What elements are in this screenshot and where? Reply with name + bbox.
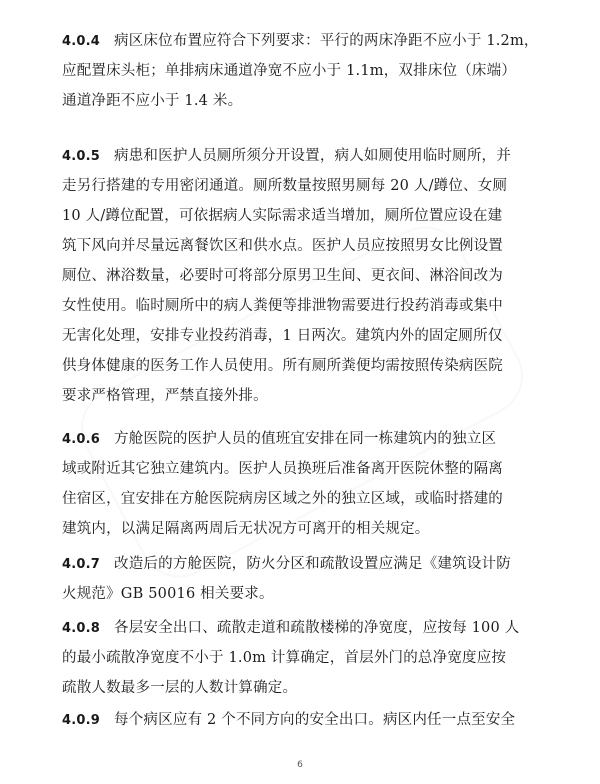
clause-number: 4.0.6 bbox=[62, 432, 101, 447]
clause-line: 疏散人数最多一层的人数计算确定。 bbox=[62, 680, 298, 696]
clause-line: 的最小疏散净宽度不小于 1.0m 计算确定，首层外门的总净宽度应按 bbox=[62, 650, 507, 666]
clause-line bbox=[62, 555, 511, 574]
clause-line: 女性使用。临时厕所中的病人粪便等排泄物需要进行投药消毒或集中 bbox=[62, 298, 503, 314]
clause-line bbox=[62, 619, 519, 638]
clause-line: 住宿区，宜安排在方舱医院病房区域之外的独立区域，或临时搭建的 bbox=[62, 491, 503, 507]
clause-text: 每个病区应有 2 个不同方向的安全出口。病区内任一点至安全 bbox=[114, 712, 516, 728]
clause-line: 建筑内，以满足隔离两周后无状况方可离开的相关规定。 bbox=[62, 521, 430, 537]
clause-line: 域或附近其它独立建筑内。医护人员换班后准备离开医院休整的隔离 bbox=[62, 461, 503, 477]
clause-line bbox=[62, 430, 496, 449]
clause-line: 无害化处理，安排专业投药消毒，1 日两次。建筑内外的固定厕所仅 bbox=[62, 328, 503, 344]
clause-number: 4.0.9 bbox=[62, 713, 101, 728]
clause-text: 方舱医院的医护人员的值班宜安排在同一栋建筑内的独立区 bbox=[114, 431, 497, 447]
clause-line: 厕位、淋浴数量，必要时可将部分原男卫生间、更衣间、淋浴间改为 bbox=[62, 268, 503, 284]
clause-text: 各层安全出口、疏散走道和疏散楼梯的净宽度，应按每 100 人 bbox=[114, 620, 520, 636]
clause-text: 病区床位布置应符合下列要求：平行的两床净距不应小于 1.2m， bbox=[114, 33, 539, 49]
clause-number: 4.0.5 bbox=[62, 149, 101, 164]
clause-line: 通道净距不应小于 1.4 米。 bbox=[62, 93, 243, 109]
clause-line: 筑下风向并尽量远离餐饮区和供水点。医护人员应按照男女比例设置 bbox=[62, 238, 503, 254]
clause-line bbox=[62, 147, 511, 166]
clause-number: 4.0.7 bbox=[62, 557, 101, 572]
clause-line bbox=[62, 711, 515, 730]
clause-line: 10 人/蹲位配置，可依据病人实际需求适当增加，厕所位置应设在建 bbox=[62, 208, 503, 224]
clause-line: 要求严格管理，严禁直接外排。 bbox=[62, 388, 268, 404]
page-number: 6 bbox=[297, 760, 303, 770]
clause-text: 改造后的方舱医院，防火分区和疏散设置应满足《建筑设计防 bbox=[114, 556, 511, 572]
clause-line: 供身体健康的医务工作人员使用。所有厕所粪便均需按照传染病医院 bbox=[62, 358, 503, 374]
clause-number: 4.0.4 bbox=[62, 34, 101, 49]
clause-line: 应配置床头柜；单排病床通道净宽不应小于 1.1m，双排床位（床端） bbox=[62, 63, 517, 79]
clause-text: 病患和医护人员厕所须分开设置，病人如厕使用临时厕所，并 bbox=[114, 148, 511, 164]
clause-number: 4.0.8 bbox=[62, 621, 101, 636]
clause-line bbox=[62, 32, 539, 51]
clause-line: 走另行搭建的专用密闭通道。厕所数量按照男厕每 20 人/蹲位、女厕 bbox=[62, 178, 508, 194]
clause-line: 火规范》GB 50016 相关要求。 bbox=[62, 586, 274, 602]
